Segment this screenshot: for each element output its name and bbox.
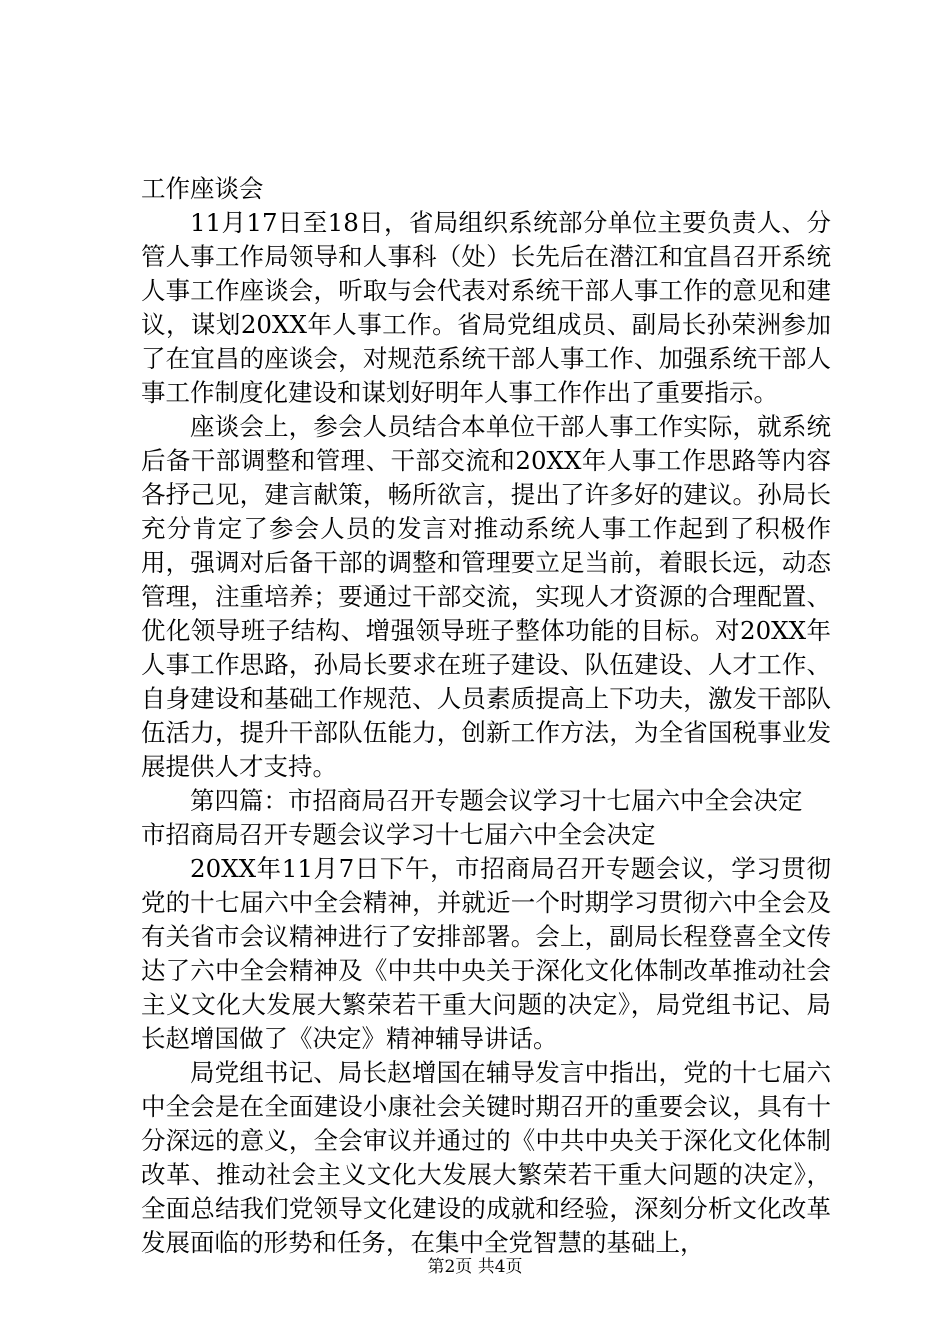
section-heading: 第四篇：市招商局召开专题会议学习十七届六中全会决定 [190, 786, 803, 815]
paragraph: 局党组书记、局长赵增国在辅导发言中指出，党的十七届六中全会是在全面建设小康社会关键时期召开的重要会议，具有十分深远的意义，全会审议并通过的《中共中央关于深化文化体制改革、推动社会主义文化大发展大繁荣若干重大问题的决定》，全面总结我们党领导文化建设的成就和经验，深刻分析文化改革发展面临的形势和任务，在集中全党智慧的基础上， [141, 1058, 831, 1257]
page-number-footer: 第2页 共4页 [427, 1257, 523, 1277]
paragraph: 工作座谈会 [141, 174, 264, 203]
paragraph: 11月17日至18日，省局组织系统部分单位主要负责人、分管人事工作局领导和人事科（处）长先后在潜江和宜昌召开系统人事工作座谈会，听取与会代表对系统干部人事工作的意见和建议，谋划20XX年人事工作。省局党组成员、副局长孙荣洲参加了在宜昌的座谈会，对规范系统干部人事工作、加强系统干部人事工作制度化建设和谋划好明年人事工作作出了重要指示。 [141, 208, 831, 407]
document-body [141, 172, 831, 1260]
paragraph: 座谈会上，参会人员结合本单位干部人事工作实际，就系统后备干部调整和管理、干部交流和20XX年人事工作思路等内容各抒己见，建言献策，畅所欲言，提出了许多好的建议。孙局长充分肯定了参会人员的发言对推动系统人事工作起到了积极作用，强调对后备干部的调整和管理要立足当前，着眼长远，动态管理，注重培养；要通过干部交流，实现人才资源的合理配置、优化领导班子结构、增强领导班子整体功能的目标。对20XX年人事工作思路，孙局长要求在班子建设、队伍建设、人才工作、自身建设和基础工作规范、人员素质提高上下功夫，激发干部队伍活力，提升干部队伍能力，创新工作方法，为全省国税事业发展提供人才支持。 [141, 412, 831, 781]
paragraph: 20XX年11月7日下午，市招商局召开专题会议，学习贯彻党的十七届六中全会精神，并就近一个时期学习贯彻六中全会及有关省市会议精神进行了安排部署。会上，副局长程登喜全文传达了六中全会精神及《中共中央关于深化文化体制改革推动社会主义文化大发展大繁荣若干重大问题的决定》，局党组书记、局长赵增国做了《决定》精神辅导讲话。 [141, 854, 831, 1053]
section-title: 市招商局召开专题会议学习十七届六中全会决定 [141, 820, 656, 849]
